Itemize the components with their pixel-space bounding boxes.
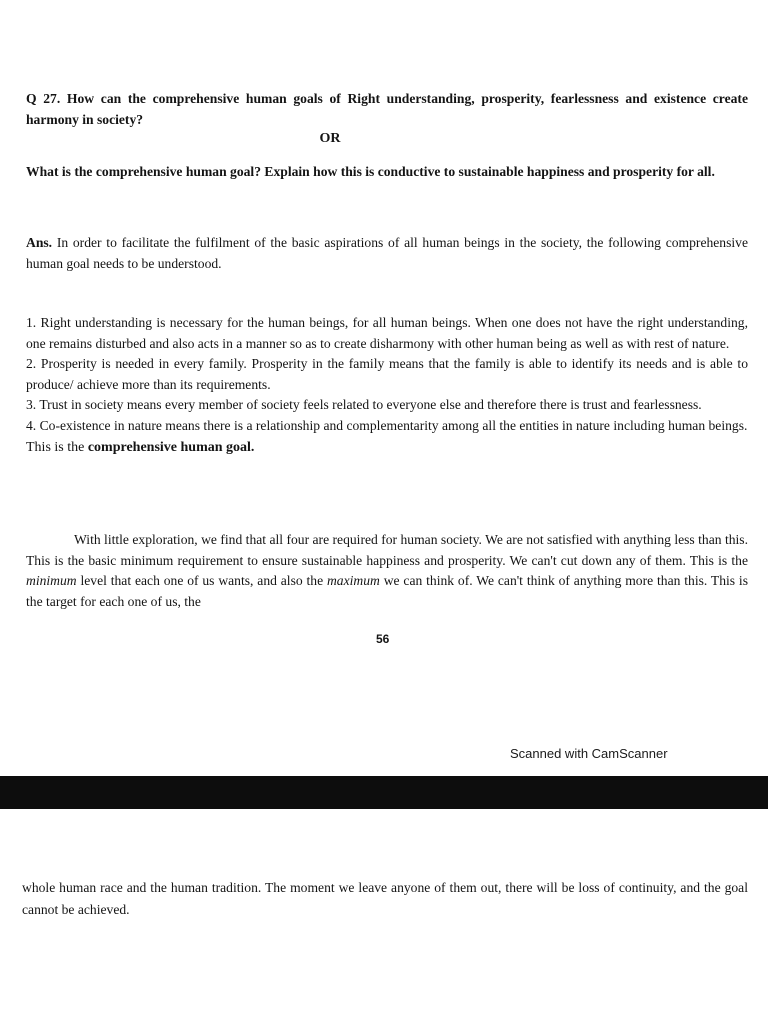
answer-label: Ans. xyxy=(26,235,53,250)
paragraph-part-1: With little exploration, we find that all four are required for human society. We are not satisfied with anything less than this. This is the basic minimum requirement to ensure sustainable happiness and prosperity. We can't cut down any of them. This is the xyxy=(26,532,748,568)
paragraph-part-2: level that each one of us wants, and also the xyxy=(80,573,324,589)
question-alternative: What is the comprehensive human goal? Explain how this is conductive to sustainable happiness and prosperity for all. xyxy=(26,164,715,179)
goal-summary xyxy=(26,437,748,458)
summary-bold: comprehensive human goal. xyxy=(87,439,255,455)
answer-intro-block xyxy=(26,233,748,274)
question-text: How can the comprehensive human goals of Right understanding, prosperity, fearlessness and existence create harmony in society? xyxy=(26,91,748,127)
exploration-paragraph xyxy=(26,530,748,612)
goal-point-1: 1. Right understanding is necessary for the human beings, for all human beings. When one does not have the right understanding, one remains disturbed and also acts in a manner so as to create disharmony with other human being as well as with rest of nature. xyxy=(26,315,748,351)
goal-point-4: 4. Co-existence in nature means there is a relationship and complementarity among all the entities in nature including human beings. xyxy=(26,417,748,433)
answer-intro: In order to facilitate the fulfilment of the basic aspirations of all human beings in the society, the following comprehensive human goal needs to be understood. xyxy=(26,235,749,271)
goal-point-2: 2. Prosperity is needed in every family. Prosperity in the family means that the family is able to identify its needs and is able to produce/ achieve more than its requirements. xyxy=(26,356,748,392)
goal-point-3: 3. Trust in society means every member of society feels related to everyone else and therefore there is trust and fearlessness. xyxy=(26,397,702,413)
paragraph-minimum: minimum xyxy=(26,573,77,589)
page-divider-bar xyxy=(0,776,768,809)
summary-prefix: This is the xyxy=(26,439,85,455)
or-separator: OR xyxy=(319,131,341,146)
camscanner-watermark: Scanned with CamScanner xyxy=(510,746,668,761)
question-27 xyxy=(26,89,748,130)
continuation-paragraph: whole human race and the human tradition. The moment we leave anyone of them out, there will be loss of continuity, and the goal cannot be achieved. xyxy=(22,880,748,917)
question-label: Q 27. xyxy=(26,91,61,106)
page-number: 56 xyxy=(376,632,390,646)
paragraph-part-3: we can think of. We can't think of anything more than this. This is the target for each one of us, the xyxy=(26,573,748,609)
paragraph-maximum: maximum xyxy=(326,573,380,589)
goal-points-list xyxy=(26,313,748,458)
